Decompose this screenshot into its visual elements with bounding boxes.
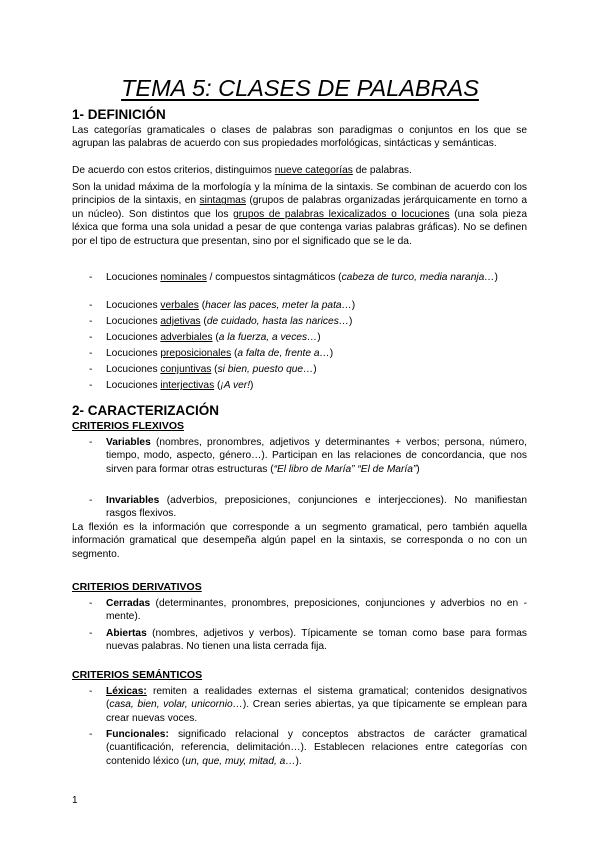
list-item-invariables: - Invariables (adverbios, preposiciones, conjunciones e interjecciones). No manifiestan rasgos flexivos.: [106, 494, 527, 521]
list-item-locuciones-verbales: - Locuciones verbales (hacer las paces, meter la pata…): [106, 299, 527, 312]
list-item-locuciones-conjuntivas: - Locuciones conjuntivas (si bien, puesto que…): [106, 363, 527, 376]
page-number: 1: [72, 795, 78, 806]
section-heading-definicion: 1- DEFINICIÓN: [72, 107, 166, 122]
definition-paragraph-2: De acuerdo con estos criterios, distinguimos nueve categorías de palabras.: [72, 165, 412, 176]
list-item-locuciones-adverbiales: - Locuciones adverbiales (a la fuerza, a veces…): [106, 331, 527, 344]
list-item-variables: - Variables (nombres, pronombres, adjetivos y determinantes + verbos; persona, número, tiempo, modo, aspecto, género…). Participan en las relaciones de concordancia, que nos sirven para formar otras estructuras (“El libro de María” “El de María”): [106, 436, 527, 476]
list-item-locuciones-interjectivas: - Locuciones interjectivas (¡A ver!): [106, 379, 527, 392]
list-item-cerradas: - Cerradas (determinantes, pronombres, preposiciones, conjunciones y adverbios no en -mente).: [106, 597, 527, 624]
flexion-paragraph: La flexión es la información que corresponde a un segmento gramatical, pero también aquella información gramatical que desempeña algún papel en la sintaxis, se corresponda o no con un segmento.: [72, 522, 527, 560]
definition-paragraph-1: Las categorías gramaticales o clases de palabras son paradigmas o conjuntos en los que se agrupan las palabras de acuerdo con sus propiedades morfológicas, sintácticas y semánticas.: [72, 125, 527, 150]
subheading-criterios-flexivos: CRITERIOS FLEXIVOS: [72, 420, 185, 432]
list-item-abiertas: - Abiertas (nombres, adjetivos y verbos). Típicamente se toman como base para formas nuevas palabras. No tienen una lista cerrada fija.: [106, 627, 527, 654]
section-heading-caracterizacion: 2- CARACTERIZACIÓN: [72, 403, 219, 418]
list-item-locuciones-preposicionales: - Locuciones preposicionales (a falta de, frente a…): [106, 347, 527, 360]
list-item-locuciones-nominales: - Locuciones nominales / compuestos sintagmáticos (cabeza de turco, media naranja…): [106, 271, 527, 284]
list-item-funcionales: - Funcionales: significado relacional y conceptos abstractos de carácter gramatical (cuantificación, referencia, delimitación…). Establecen relaciones entre categorías con contenido léxico (un, que, muy, mitad, a…).: [106, 728, 527, 768]
definition-paragraph-3: Son la unidad máxima de la morfología y la mínima de la sintaxis. Se combinan de acuerdo con los principios de la sintaxis, en sintagmas (grupos de palabras organizadas jerárquicamente en torno a un núcleo). Son distintos que los grupos de palabras lexicalizados o locuciones (una sola pieza léxica que forma una sola unidad a pesar de que contenga varias palabras gráficas). No se definen por el tipo de estructura que presentan, sino por el significado que se le da.: [72, 182, 528, 247]
subheading-criterios-semanticos: CRITERIOS SEMÁNTICOS: [72, 669, 203, 681]
page-title: TEMA 5: CLASES DE PALABRAS: [121, 75, 479, 101]
list-item-locuciones-adjetivas: - Locuciones adjetivas (de cuidado, hasta las narices…): [106, 315, 527, 328]
list-item-lexicas: - Léxicas: remiten a realidades externas el sistema gramatical; contenidos designativos (casa, bien, volar, unicornio…). Crean series abiertas, ya que típicamente se emplean para crear nuevas voces.: [106, 685, 527, 725]
subheading-criterios-derivativos: CRITERIOS DERIVATIVOS: [72, 581, 202, 593]
